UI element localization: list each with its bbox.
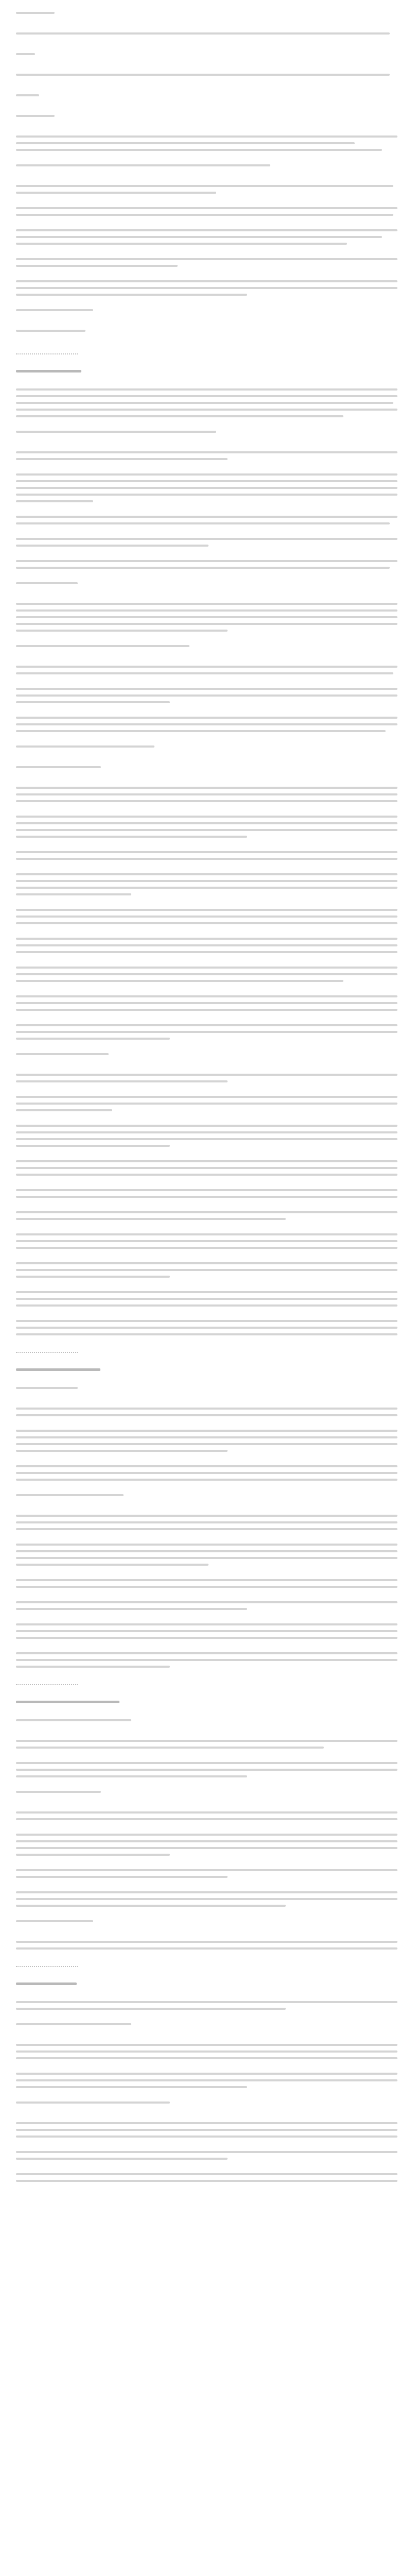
text-line [16,1450,228,1452]
text-line [16,12,55,14]
text-line [16,494,397,496]
dialogue-paragraph [16,1719,401,1726]
text-line [16,1174,397,1176]
text-line [16,1601,397,1603]
dialogue-paragraph [16,207,401,216]
text-line [16,294,247,296]
text-line [16,1276,170,1278]
section-divider [16,1349,401,1353]
dialogue-paragraph [16,1791,401,1798]
text-line [16,1659,397,1661]
text-line [16,701,170,703]
dialogue-paragraph [16,32,401,40]
text-line [16,717,397,719]
dialogue-paragraph [16,1544,401,1566]
text-line [16,309,93,311]
text-line [16,951,397,953]
dialogue-paragraph [16,473,401,502]
section-divider [16,350,401,354]
text-line [16,793,397,795]
text-line [16,330,85,332]
text-line [16,1544,397,1546]
text-line [16,1196,397,1198]
dialogue-paragraph [16,1869,401,1878]
text-line [16,1096,397,1098]
text-line [16,766,101,768]
text-line [16,1521,397,1523]
text-line [16,1637,397,1639]
dialogue-paragraph [16,1408,401,1416]
dialogue-paragraph [16,53,401,60]
dialogue-paragraph [16,967,401,982]
dialogue-paragraph [16,1494,401,1501]
text-line [16,243,347,245]
section-heading [16,1701,401,1708]
text-line [16,1947,397,1950]
text-line [16,1775,247,1777]
text-line [16,672,393,674]
text-line [16,214,393,216]
dialogue-paragraph [16,185,401,194]
dialogue-paragraph [16,1387,401,1394]
dialogue-paragraph [16,1623,401,1639]
text-line [16,603,397,605]
dialogue-paragraph [16,1834,401,1856]
text-line [16,1211,397,1213]
text-line [16,730,386,732]
text-line [16,409,397,411]
text-line [16,858,397,860]
text-line [16,1941,397,1943]
text-line [16,1811,397,1814]
text-line [16,1291,397,1293]
dialogue-paragraph [16,330,401,337]
text-line [16,1818,397,1820]
dialogue-paragraph [16,1024,401,1040]
dialogue-paragraph [16,1233,401,1249]
text-line [16,893,131,895]
dialogue-paragraph [16,1515,401,1530]
text-line [16,207,397,209]
text-line [16,1891,397,1893]
text-line [16,1791,101,1793]
dialogue-paragraph [16,1465,401,1481]
dialogue-paragraph [16,1320,401,1335]
text-line [16,2086,247,2088]
text-line [16,1240,397,1242]
text-line [16,2044,397,2046]
text-line [16,431,216,433]
text-line [16,1869,397,1871]
text-line [16,1840,397,1842]
text-line [16,995,397,997]
dialogue-paragraph [16,538,401,547]
section-divider [16,1963,401,1967]
text-line [16,32,390,35]
text-line [16,1762,397,1764]
dialogue-paragraph [16,258,401,267]
text-line [16,873,397,875]
dialogue-paragraph [16,115,401,122]
text-line [16,1167,397,1169]
text-line [16,395,397,397]
text-line [16,916,397,918]
dialogue-paragraph [16,2044,401,2059]
text-line [16,851,397,853]
dialogue-paragraph [16,280,401,296]
text-line [16,609,397,612]
text-line [16,1038,170,1040]
dialogue-paragraph [16,2001,401,2010]
dialogue-paragraph [16,431,401,438]
text-line [16,2023,131,2025]
dialogue-paragraph [16,1652,401,1668]
text-line [16,922,397,924]
text-line [16,1262,397,1264]
dialogue-paragraph [16,1579,401,1588]
text-line [16,980,343,982]
dialogue-paragraph [16,938,401,953]
text-line [16,402,393,404]
dialogue-paragraph [16,1920,401,1927]
dialogue-paragraph [16,388,401,417]
text-line [16,2102,170,2104]
text-line [16,1623,397,1625]
heading-line [16,1368,100,1371]
text-line [16,2158,228,2160]
section-divider [16,1681,401,1685]
text-line [16,1103,397,1105]
text-line [16,616,397,618]
text-line [16,487,397,489]
text-line [16,967,397,969]
text-line [16,1247,397,1249]
text-line [16,829,397,831]
text-line [16,2050,397,2053]
text-line [16,800,397,802]
dialogue-paragraph [16,645,401,652]
text-line [16,1608,247,1610]
section-heading [16,1982,401,1990]
dialogue-paragraph [16,2173,401,2182]
dialogue-paragraph [16,909,401,924]
text-line [16,1579,397,1581]
dialogue-paragraph [16,1762,401,1777]
text-line [16,1189,397,1191]
text-line [16,1074,397,1076]
text-line [16,1494,124,1496]
text-line [16,723,397,725]
text-line [16,1652,397,1654]
dotted-rule [16,1681,78,1685]
text-line [16,1233,397,1235]
text-line [16,185,393,187]
text-line [16,1031,397,1033]
text-line [16,545,208,547]
dialogue-paragraph [16,2122,401,2138]
dialogue-paragraph [16,1891,401,1907]
text-line [16,694,397,697]
text-line [16,1586,397,1588]
text-line [16,2122,397,2124]
text-line [16,1666,170,1668]
heading-line [16,1982,77,1985]
text-line [16,53,35,55]
text-line [16,1719,131,1721]
text-line [16,473,397,476]
text-line [16,74,390,76]
text-line [16,287,397,289]
text-line [16,1131,397,1133]
text-line [16,388,397,391]
text-line [16,2180,397,2182]
text-line [16,538,397,540]
text-line [16,1327,397,1329]
text-line [16,1320,397,1322]
dialogue-paragraph [16,1740,401,1749]
dialogue-paragraph [16,1074,401,1082]
text-line [16,2073,397,2075]
text-line [16,1009,397,1011]
dialogue-paragraph [16,94,401,101]
dialogue-paragraph [16,1125,401,1147]
text-line [16,1834,397,1836]
text-line [16,149,382,151]
text-line [16,1854,170,1856]
dotted-rule [16,350,78,354]
text-line [16,1740,397,1742]
text-line [16,2057,397,2059]
text-line [16,1002,397,1004]
dialogue-paragraph [16,1096,401,1111]
dialogue-paragraph [16,1160,401,1176]
text-line [16,836,247,838]
text-line [16,787,397,789]
text-line [16,2129,397,2131]
text-line [16,2151,397,2153]
dialogue-paragraph [16,164,401,172]
text-line [16,688,397,690]
text-line [16,1528,397,1530]
dialogue-paragraph [16,229,401,245]
text-line [16,1138,397,1140]
text-line [16,909,397,911]
text-line [16,164,270,166]
text-line [16,1080,228,1082]
text-line [16,630,228,632]
text-line [16,1557,397,1559]
text-line [16,500,93,502]
text-line [16,887,397,889]
text-line [16,880,397,882]
text-line [16,1515,397,1517]
text-line [16,265,178,267]
text-line [16,1024,397,1026]
text-line [16,1472,397,1474]
text-line [16,1550,397,1552]
dialogue-paragraph [16,451,401,460]
dialogue-paragraph [16,516,401,524]
text-line [16,1053,109,1055]
dotted-rule [16,1349,78,1353]
dialogue-paragraph [16,666,401,674]
dialogue-paragraph [16,2151,401,2160]
text-line [16,516,397,518]
text-line [16,973,397,975]
dialogue-paragraph [16,1941,401,1950]
dialogue-paragraph [16,717,401,732]
text-line [16,1465,397,1467]
text-line [16,1414,397,1416]
text-line [16,115,55,117]
text-line [16,1145,170,1147]
dialogue-paragraph [16,873,401,895]
text-line [16,944,397,946]
dialogue-paragraph [16,1291,401,1307]
text-line [16,1436,397,1438]
dialogue-paragraph [16,995,401,1011]
text-line [16,1218,286,1220]
text-line [16,822,397,824]
dialogue-paragraph [16,560,401,569]
text-line [16,1430,397,1432]
dialogue-paragraph [16,1189,401,1198]
text-line [16,745,154,748]
text-line [16,938,397,940]
text-line [16,1333,397,1335]
text-line [16,1160,397,1162]
text-line [16,1847,397,1849]
text-line [16,623,397,625]
text-line [16,480,397,482]
article-body [16,7,401,2195]
dialogue-paragraph [16,12,401,19]
text-line [16,1564,208,1566]
text-line [16,645,189,647]
dialogue-paragraph [16,688,401,703]
dialogue-paragraph [16,1811,401,1820]
text-line [16,1905,286,1907]
text-line [16,192,216,194]
text-line [16,1269,397,1271]
text-line [16,94,39,96]
text-line [16,1876,228,1878]
text-line [16,2079,397,2081]
section-heading [16,370,401,377]
text-line [16,1920,93,1922]
dialogue-paragraph [16,309,401,316]
text-line [16,2001,397,2003]
text-line [16,567,390,569]
dialogue-paragraph [16,603,401,632]
text-line [16,2136,397,2138]
dialogue-paragraph [16,135,401,151]
text-line [16,560,397,562]
text-line [16,1443,397,1445]
dialogue-paragraph [16,745,401,753]
dialogue-paragraph [16,1430,401,1452]
text-line [16,816,397,818]
dialogue-paragraph [16,1601,401,1610]
text-line [16,2173,397,2175]
dialogue-paragraph [16,2102,401,2109]
text-line [16,1304,397,1307]
text-line [16,142,355,144]
text-line [16,451,397,453]
dialogue-paragraph [16,1262,401,1278]
section-heading [16,1368,401,1376]
text-line [16,280,397,282]
text-line [16,236,382,238]
text-line [16,1125,397,1127]
text-line [16,1630,397,1632]
text-line [16,2008,286,2010]
dotted-rule [16,1963,78,1967]
text-line [16,582,78,584]
dialogue-paragraph [16,2023,401,2030]
text-line [16,1387,78,1389]
text-line [16,1747,324,1749]
text-line [16,1898,397,1900]
text-line [16,1769,397,1771]
heading-line [16,370,81,372]
text-line [16,229,397,231]
dialogue-paragraph [16,816,401,838]
text-line [16,1408,397,1410]
dialogue-paragraph [16,851,401,860]
text-line [16,666,397,668]
dialogue-paragraph [16,2073,401,2088]
dialogue-paragraph [16,74,401,81]
text-line [16,415,343,417]
text-line [16,522,390,524]
dialogue-paragraph [16,582,401,589]
text-line [16,1298,397,1300]
text-line [16,1109,112,1111]
dialogue-paragraph [16,1211,401,1220]
text-line [16,258,397,260]
dialogue-paragraph [16,1053,401,1060]
text-line [16,1479,397,1481]
text-line [16,458,228,460]
dialogue-paragraph [16,787,401,802]
heading-line [16,1701,119,1703]
dialogue-paragraph [16,766,401,773]
text-line [16,135,397,138]
